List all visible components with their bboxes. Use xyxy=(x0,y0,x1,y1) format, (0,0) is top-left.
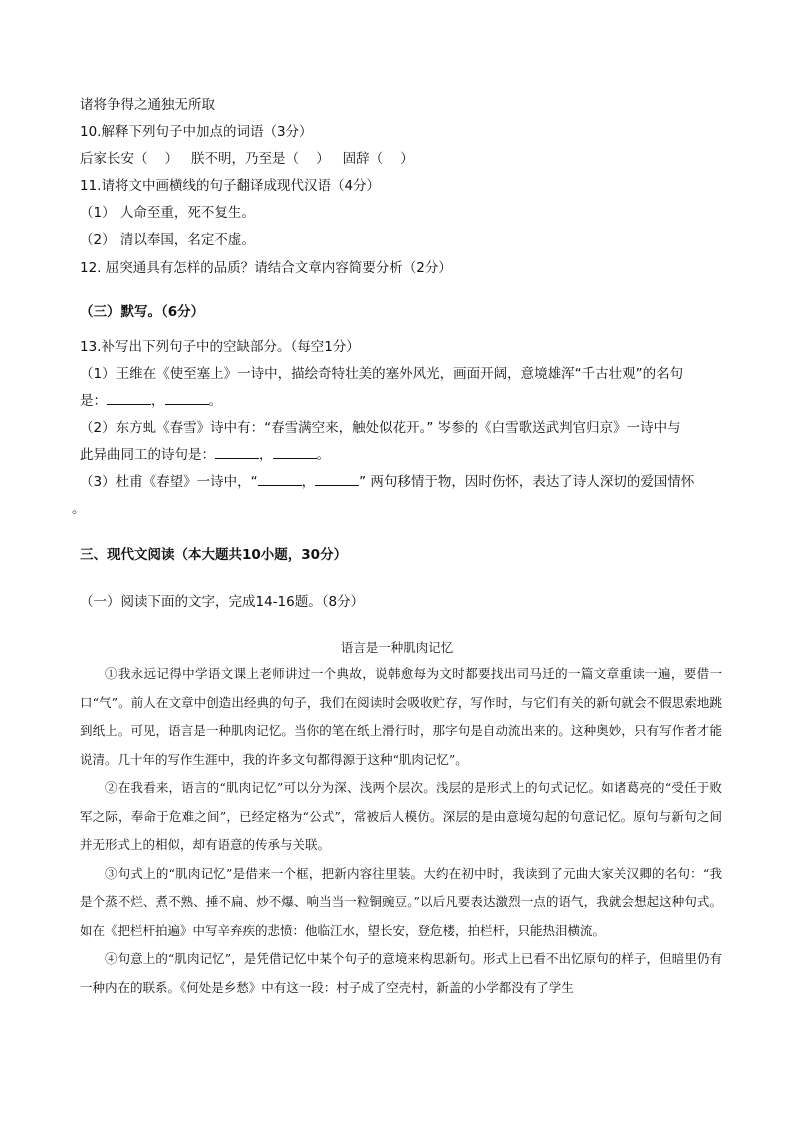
answer-blank[interactable] xyxy=(315,473,359,486)
question-13-item-2: （2）东方虬《春雪》诗中有：“春雪满空来，触处似花开。” 岑参的《白雪歌送武判官归京》一诗中与 xyxy=(80,420,681,436)
separator: ， xyxy=(259,447,273,463)
article-body xyxy=(80,660,722,1002)
part-heading-modern-reading: 三、现代文阅读（本大题共10小题，30分） xyxy=(80,547,348,563)
prefix: （3）杜甫《春望》一诗中，“ xyxy=(80,474,258,490)
section-heading-dictation: （三）默写。（6分） xyxy=(80,304,205,320)
answer-blank[interactable] xyxy=(107,392,151,405)
question-13: 13.补写出下列句子中的空缺部分。（每空1分） xyxy=(80,339,360,355)
question-12: 12. 屈突通具有怎样的品质？请结合文章内容简要分析（2分） xyxy=(80,260,452,276)
separator: ， xyxy=(301,474,316,490)
answer-blank[interactable] xyxy=(258,473,302,486)
article-paragraph-2: ②在我看来，语言的“肌肉记忆”可以分为深、浅两个层次。浅层的是形式上的句式记忆。如诸葛亮的“受任于败军之际，奉命于危难之间”，已经定格为“公式”，常被后人模仿。深层的是由意境勾起的句意记忆。原句与新句之间并无形式上的相似，却有语意的传承与关联。 xyxy=(80,780,722,852)
question-13-item-3 xyxy=(80,472,694,492)
subsection-heading: （一）阅读下面的文字，完成14-16题。（8分） xyxy=(80,594,365,610)
answer-blank[interactable] xyxy=(165,392,209,405)
answer-blank[interactable] xyxy=(273,446,317,459)
suffix: 。 xyxy=(316,447,330,463)
suffix: ” 两句移情于物，因时伤怀，表达了诗人深切的爱国情怀 xyxy=(359,474,695,490)
question-13-item-3-end: 。 xyxy=(72,501,86,517)
prefix: 此异曲同工的诗句是： xyxy=(80,447,215,463)
question-13-item-2-answer xyxy=(80,445,330,465)
question-10-items: 后家长安（ ） 朕不明，乃至是（ ） 固辞（ ） xyxy=(80,151,414,167)
question-13-item-1-answer xyxy=(80,391,222,411)
article-paragraph-1: ①我永远记得中学语文课上老师讲过一个典故，说韩愈每为文时都要找出司马迁的一篇文章重读一遍，要借一口“气”。前人在文章中创造出经典的句子，我们在阅读时会吸收贮存，写作时，与它们有关的新句就会不假思索地跳到纸上。可见，语言是一种肌肉记忆。当你的笔在纸上滑行时，那字句是自动流出来的。这种奥妙，只有写作者才能说清。几十年的写作生涯中，我的许多文句都得源于这种“肌肉记忆”。 xyxy=(80,666,722,767)
article-paragraph-4: ④句意上的“肌肉记忆”，是凭借记忆中某个句子的意境来构思新句。形式上已看不出忆原句的样子，但暗里仍有一种内在的联系。《何处是乡愁》中有这一段：村子成了空壳村，新盖的小学都没有了学生 xyxy=(80,951,722,995)
answer-blank[interactable] xyxy=(215,446,259,459)
question-11-item-2: （2） 清以奉国，名定不虚。 xyxy=(80,232,255,248)
text-line: 诸将争得之通独无所取 xyxy=(80,97,215,113)
prefix: 是： xyxy=(80,393,107,409)
separator: ， xyxy=(151,393,165,409)
question-11-item-1: （1） 人命至重，死不复生。 xyxy=(80,205,255,221)
suffix: 。 xyxy=(208,393,222,409)
article-paragraph-3: ③句式上的“肌肉记忆”是借来一个框，把新内容往里装。大约在初中时，我读到了元曲大家关汉卿的名句：“我是个蒸不烂、煮不熟、捶不扁、炒不爆、响当当一粒铜豌豆。”以后凡要表达激烈一点的语气，我就会想起这种句式。如在《把栏杆拍遍》中写辛弃疾的悲愤：他临江水，望长安，登危楼，拍栏杆，只能热泪横流。 xyxy=(80,865,722,938)
question-11: 11.请将文中画横线的句子翻译成现代汉语（4分） xyxy=(80,178,381,194)
question-13-item-1: （1）王维在《使至塞上》一诗中，描绘奇特壮美的塞外风光，画面开阔，意境雄浑“千古壮观”的名句 xyxy=(80,366,684,382)
article-title: 语言是一种肌肉记忆 xyxy=(340,640,454,655)
question-10: 10.解释下列句子中加点的词语（3分） xyxy=(80,124,313,140)
